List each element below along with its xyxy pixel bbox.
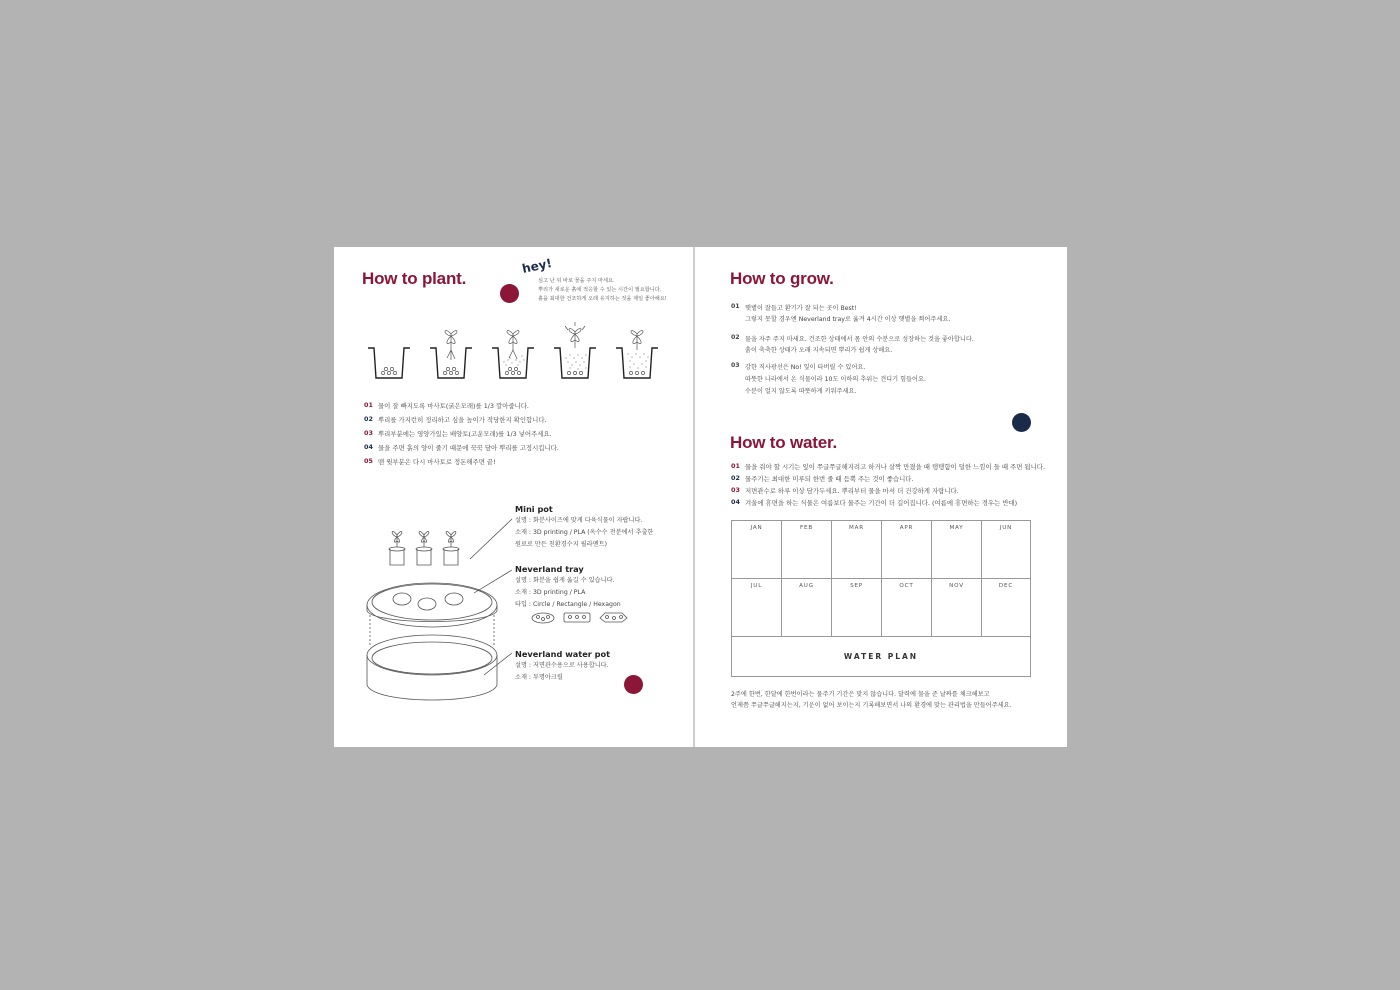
note-line: 뿌리가 새로운 흙에 적응할 수 있는 시간이 필요합니다. [538, 287, 662, 293]
step-text: 겨울에 휴면을 하는 식물은 여름보다 물주는 기간이 더 길어집니다. (여름에 휴면하는 경우는 반대) [745, 499, 1018, 507]
desc-line: 타입 : Circle / Rectangle / Hexagon [515, 601, 621, 608]
step-text: 저면관수로 하루 이상 담가두세요. 뿌리부터 물을 마셔 더 건강하게 자랍니다. [745, 487, 959, 495]
mini-pot-title: Mini pot [515, 504, 553, 514]
plant-title: How to plant. [362, 269, 467, 288]
water-title: How to water. [730, 433, 837, 452]
step-text: 물이 잘 빠지도록 마사토(굵은모래)를 1/3 깔아줍니다. [378, 402, 529, 410]
list-item [364, 401, 559, 410]
step-number: 02 [364, 415, 373, 423]
desc-line: 설명 : 화분을 쉽게 옮길 수 있습니다. [515, 577, 615, 584]
month-cell-jan[interactable]: JAN [732, 521, 782, 579]
desc-line: 설명 : 저면관수용으로 사용합니다. [515, 662, 609, 669]
list-item [364, 443, 559, 452]
step-number: 03 [364, 429, 373, 437]
navy-dot [1012, 413, 1031, 432]
desc-line: 소재 : 투명아크릴 [515, 674, 563, 681]
step-text: 뿌리부분에는 영양가있는 배양토(고운모래)를 1/3 넣어주세요. [378, 430, 552, 438]
water-pot-title: Neverland water pot [515, 649, 611, 659]
step-number: 01 [364, 401, 373, 409]
hey-label: hey! [520, 256, 554, 276]
step-text: 흙이 축축한 상태가 오래 지속되면 뿌리가 쉽게 상해요. [745, 347, 893, 354]
list-item [731, 462, 1045, 471]
footer-line: 언제쯤 쭈글쭈글해지는지, 기운이 없어 보이는지 기록해보면서 나의 환경에 맞는 관리법을 만들어주세요. [731, 702, 1012, 709]
list-item [364, 429, 559, 438]
mini-pot-desc [515, 515, 653, 551]
month-cell-apr[interactable]: APR [882, 521, 932, 579]
water-plan-label: WATER PLAN [843, 652, 919, 661]
step-text: 물을 주면 흙의 양이 줄기 때문에 꾹꾹 담아 뿌리를 고정시킵니다. [378, 444, 559, 452]
planting-steps-illustration [366, 322, 666, 382]
accent-dot [500, 284, 519, 303]
tray-title: Neverland tray [515, 564, 584, 574]
list-item [731, 486, 1045, 495]
note-line: 흙을 최대한 건조하게 오래 유지하는 것을 제일 좋아해요! [538, 296, 667, 302]
step-text: 물을 줘야 할 시기는 잎이 쭈글쭈글해지려고 하거나 살짝 만졌을 때 탱탱함이 덜한 느낌이 들 때 주면 됩니다. [745, 463, 1045, 471]
desc-line: 소재 : 3D printing / PLA (옥수수 전분에서 추출한 [515, 529, 654, 536]
step-number: 04 [731, 498, 740, 506]
month-cell-jun[interactable]: JUN [982, 521, 1030, 579]
month-cell-may[interactable]: MAY [932, 521, 982, 579]
accent-dot [624, 675, 643, 694]
water-steps [731, 462, 1045, 507]
step-text: 그렇지 못할 경우엔 Neverland tray로 옮겨 4시간 이상 햇볕을 쬐어주세요. [745, 316, 951, 323]
left-page [334, 247, 694, 747]
step-number: 02 [731, 474, 740, 482]
month-cell-oct[interactable]: OCT [882, 579, 932, 637]
step-text: 강한 직사광선은 No! 잎이 타버릴 수 있어요. [745, 364, 866, 371]
month-cell-sep[interactable]: SEP [832, 579, 882, 637]
step-text: 따뜻한 나라에서 온 식물이라 10도 이하의 추위는 견디기 힘들어요. [745, 376, 926, 383]
plant-note [538, 277, 667, 304]
right-page [695, 247, 1067, 747]
step-text: 물을 자주 주지 마세요. 건조한 상태에서 몸 안의 수분으로 성장하는 것을 좋아합니다. [745, 336, 974, 343]
water-footer-note [731, 689, 1012, 711]
water-plan-calendar [731, 520, 1031, 677]
month-cell-aug[interactable]: AUG [782, 579, 832, 637]
tray-desc [515, 575, 621, 611]
step-number: 02 [731, 334, 740, 341]
month-cell-jul[interactable]: JUL [732, 579, 782, 637]
month-cell-nov[interactable]: NOV [932, 579, 982, 637]
desc-line: 소재 : 3D printing / PLA [515, 589, 586, 596]
note-line: 심고 난 뒤 바로 물을 주지 마세요. [538, 278, 615, 284]
step-text: 맨 윗부분은 다시 마사토로 정돈해주면 끝! [378, 458, 496, 466]
month-cell-mar[interactable]: MAR [832, 521, 882, 579]
step-number: 03 [731, 486, 740, 494]
footer-line: 2주에 한번, 한달에 한번이라는 물주기 기간은 맞지 않습니다. 달력에 물을 준 날짜를 체크해보고 [731, 691, 990, 698]
water-pot-desc [515, 660, 609, 684]
step-number: 05 [364, 457, 373, 465]
list-item [364, 457, 559, 466]
step-number: 03 [731, 362, 740, 369]
list-item [364, 415, 559, 424]
step-number: 04 [364, 443, 373, 451]
desc-line: 원료로 만든 친환경수지 필라멘트) [515, 541, 607, 548]
step-text: 물주기는 최대한 미루되 한번 줄 때 듬뿍 주는 것이 좋습니다. [745, 475, 914, 483]
grow-title: How to grow. [730, 269, 834, 288]
month-cell-dec[interactable]: DEC [982, 579, 1030, 637]
list-item [731, 498, 1045, 507]
desc-line: 설명 : 화분사이즈에 맞게 다육식물이 자랍니다. [515, 517, 643, 524]
leader-arrow-icon [470, 519, 512, 675]
plant-steps [364, 401, 559, 466]
list-item [731, 474, 1045, 483]
step-number: 01 [731, 303, 740, 310]
step-text: 햇볕이 잘들고 환기가 잘 되는 곳이 Best! [745, 305, 857, 312]
step-text: 뿌리를 가지런히 정리하고 심을 높이가 적당한지 확인합니다. [378, 416, 547, 424]
step-text: 수분이 얼지 않도록 따뜻하게 키워주세요. [745, 388, 857, 395]
step-number: 01 [731, 462, 740, 470]
month-cell-feb[interactable]: FEB [782, 521, 832, 579]
